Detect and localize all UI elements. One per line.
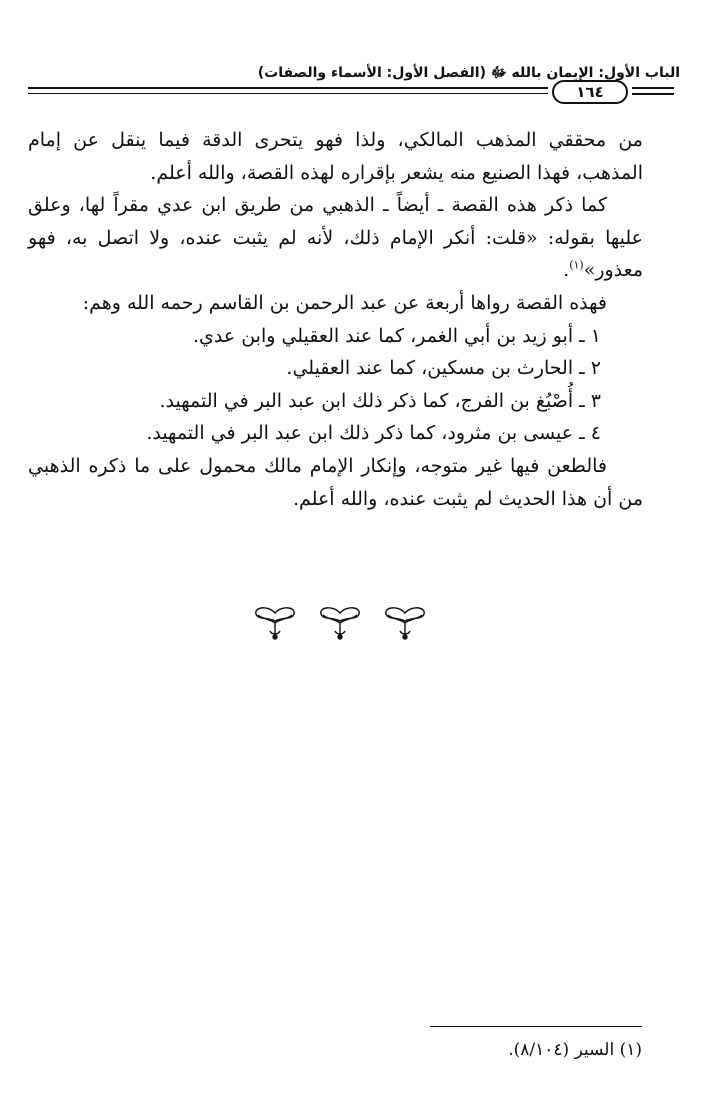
body-text — [28, 124, 643, 515]
list-item — [28, 352, 643, 385]
paragraph-1: من محققي المذهب المالكي، ولذا فهو يتحرى الدقة فيما ينقل عن إمام المذهب، فهذا الصنيع منه يشعر بإقراره لهذه القصة، والله أعلم. — [28, 129, 643, 184]
flourish-icon — [315, 605, 365, 641]
section-end-ornaments — [250, 605, 430, 641]
paragraph-3: فهذه القصة رواها أربعة عن عبد الرحمن بن القاسم رحمه الله وهم: — [82, 291, 607, 314]
paragraph-4: فالطعن فيها غير متوجه، وإنكار الإمام مالك محمول على ما ذكره الذهبي من أن هذا الحديث لم يثبت عنده، والله أعلم. — [28, 454, 643, 510]
list-item — [28, 320, 643, 353]
paragraph-2-end: . — [563, 259, 570, 282]
list-text: أبو زيد بن أبي الغمر، كما عند العقيلي وابن عدي. — [192, 324, 574, 347]
list-number: ٤ ـ — [579, 422, 601, 445]
footnote-separator — [430, 1026, 642, 1027]
footnote-ref: (١) — [569, 259, 584, 273]
running-title: الباب الأول: الإيمان بالله ﷻ (الفصل الأول: الأسماء والصفات) — [257, 65, 680, 81]
paragraph-2 — [28, 189, 643, 287]
footnote-text: السير (٨/١٠٤). — [508, 1040, 615, 1060]
page-header — [28, 60, 680, 110]
header-rule — [28, 87, 548, 89]
footnote-number: (١) — [619, 1040, 642, 1060]
flourish-icon — [250, 605, 300, 641]
header-rule-thin — [28, 93, 548, 94]
flourish-icon — [380, 605, 430, 641]
list-number: ١ ـ — [579, 324, 601, 347]
list-text: عيسى بن مثرود، كما ذكر ذلك ابن عبد البر في التمهيد. — [146, 422, 574, 445]
list-number: ٣ ـ — [579, 389, 601, 412]
list-text: أُصْبُغ بن الفرج، كما ذكر ذلك ابن عبد البر في التمهيد. — [159, 389, 574, 412]
list-number: ٢ ـ — [579, 357, 601, 380]
paragraph-2-text: كما ذكر هذه القصة ـ أيضاً ـ الذهبي من طريق ابن عدي مقراً لها، وعلق عليها بقوله: «قلت: أنكر الإمام ذلك، لأنه لم يثبت عنده، ولا اتصل به، فهو معذور» — [28, 194, 643, 282]
list-item — [28, 417, 643, 450]
list-text: الحارث بن مسكين، كما عند العقيلي. — [286, 357, 574, 380]
list-item — [28, 385, 643, 418]
header-double-dash — [632, 87, 674, 95]
footnote — [142, 1040, 642, 1060]
page-number: ١٦٤ — [552, 80, 628, 104]
